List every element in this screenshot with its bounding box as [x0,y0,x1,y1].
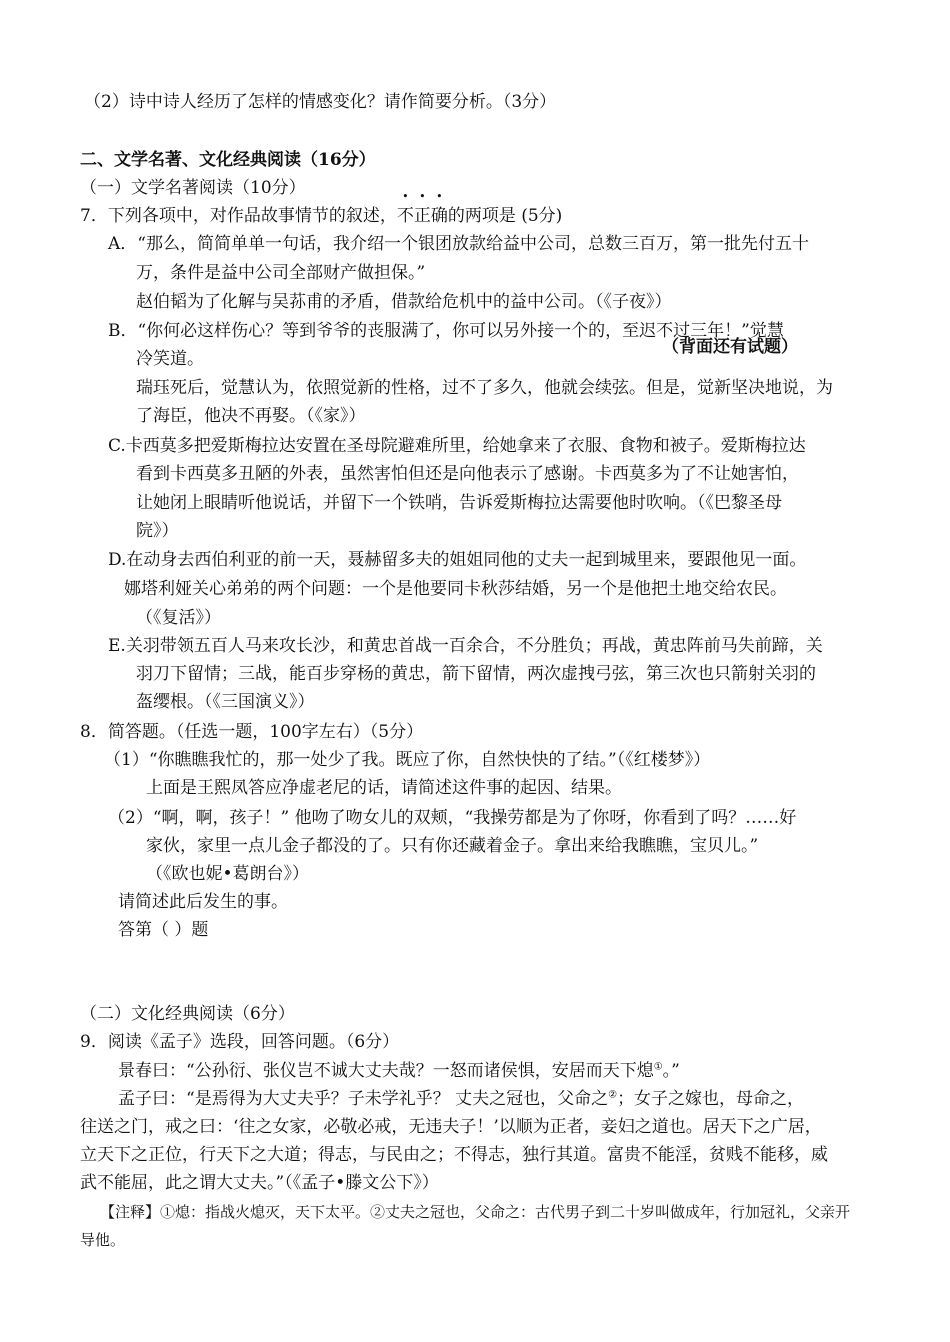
subsection-title-1: （一）文学名著阅读（10分） [80,178,306,198]
section-title: 二、文学名著、文化经典阅读（16分） [80,150,376,170]
q7-stem: 7．下列各项中，对作品故事情节的叙述，不正确的两项是 (5分) [80,206,563,226]
answer-choice-line: 答第（ ）题 [118,920,209,940]
subsection-title-2: （二）文化经典阅读（6分） [80,1004,295,1024]
back-page-note: （背面还有试题） [662,337,798,357]
q8-title: 8．简答题。（任选一题，100字左右）（5分） [80,722,424,742]
q6-part2: （2）诗中诗人经历了怎样的情感变化？请作简要分析。（3分） [84,92,557,112]
q9-title: 9．阅读《孟子》选段，回答问题。（6分） [80,1032,400,1052]
